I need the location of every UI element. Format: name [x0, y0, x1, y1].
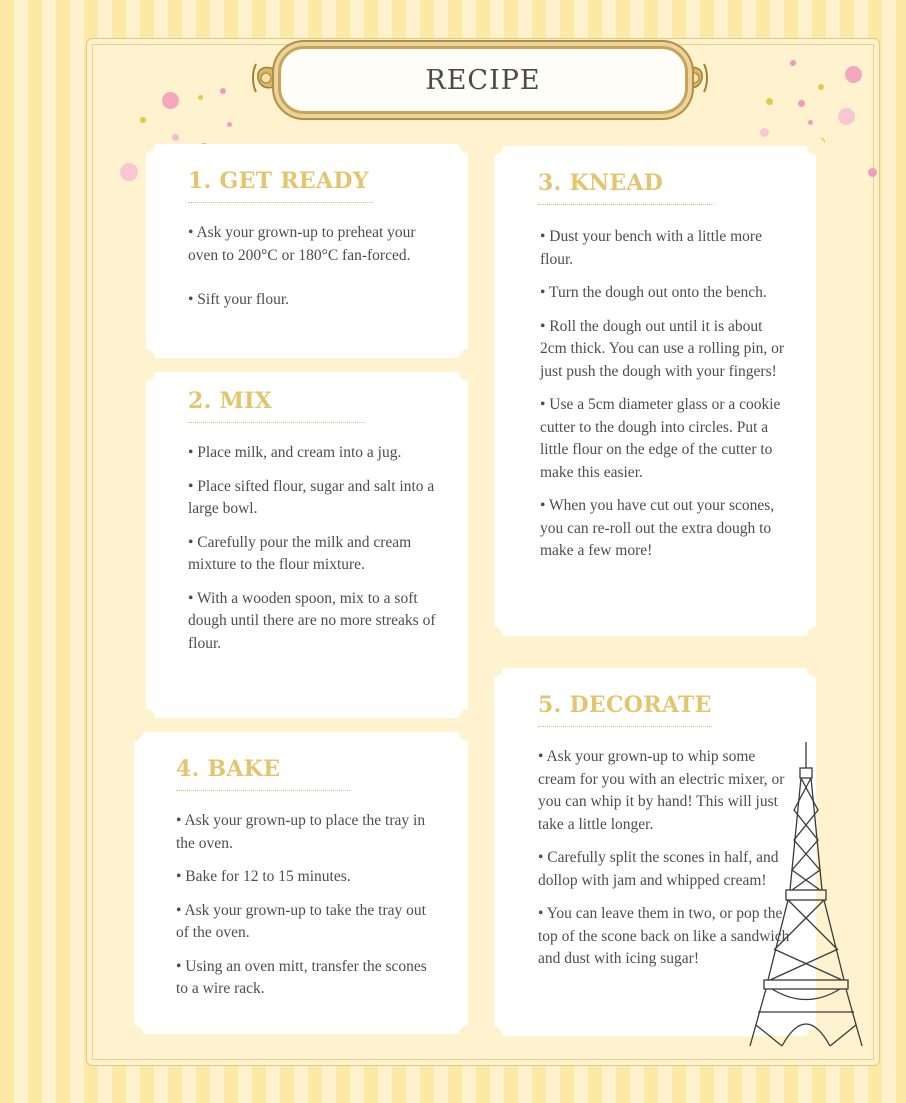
list-item: • Dust your bench with a little more flour. — [540, 228, 762, 268]
section-title: 5. DECORATE — [538, 692, 712, 718]
list-item: • You can leave them in two, or pop the top of the scone back on like a sandwich and dust with icing sugar! — [538, 905, 790, 967]
section-mix — [146, 372, 468, 718]
section-bake — [134, 732, 468, 1034]
list-item: • Carefully pour the milk and cream mixture to the flour mixture. — [188, 533, 412, 573]
list-item: • Use a 5cm diameter glass or a cookie cutter to the dough into circles. Put a little flour on the edge of the cutter to make this easier. — [540, 396, 781, 481]
list-item: • With a wooden spoon, mix to a soft dough until there are no more streaks of flour. — [188, 589, 436, 652]
title-frame — [250, 32, 710, 124]
list-item: • Carefully split the scones in half, and dollop with jam and whipped cream! — [538, 849, 779, 889]
section-title: 1. GET READY — [188, 168, 369, 194]
section-body — [188, 222, 436, 323]
list-item: • Ask your grown-up to place the tray in the oven. — [176, 812, 426, 852]
list-item: • Turn the dough out onto the bench. — [540, 284, 767, 301]
list-item: • Bake for 12 to 15 minutes. — [176, 868, 351, 885]
list-item: • Ask your grown-up to take the tray out of the oven. — [176, 901, 426, 941]
list-item: • When you have cut out your scones, you can re-roll out the extra dough to make a few more! — [540, 497, 775, 559]
list-item: • Ask your grown-up to preheat your oven to 200°C or 180°C fan-forced. — [188, 224, 416, 264]
list-item: • Sift your flour. — [188, 291, 290, 308]
section-body — [188, 442, 442, 666]
section-title: 4. BAKE — [176, 756, 281, 782]
section-title: 2. MIX — [188, 388, 273, 414]
list-item: • Place sifted flour, sugar and salt into a large bowl. — [188, 477, 435, 517]
list-item: • Place milk, and cream into a jug. — [188, 444, 402, 461]
list-item: • Ask your grown-up to whip some cream for you with an electric mixer, or you can whip it by hand! This will just take a little longer. — [538, 748, 785, 833]
section-get-ready — [146, 144, 468, 358]
section-body — [176, 810, 436, 1012]
section-title: 3. KNEAD — [538, 170, 664, 196]
list-item: • Using an oven mitt, transfer the scones to a wire rack. — [176, 957, 427, 997]
section-body — [540, 226, 792, 574]
page-title: RECIPE — [425, 64, 541, 96]
list-item: • Roll the dough out until it is about 2cm thick. You can use a rolling pin, or just push the dough with your fingers! — [540, 317, 785, 380]
title-plaque — [278, 46, 688, 114]
eiffel-tower-icon — [746, 740, 866, 1052]
section-knead — [494, 146, 816, 636]
